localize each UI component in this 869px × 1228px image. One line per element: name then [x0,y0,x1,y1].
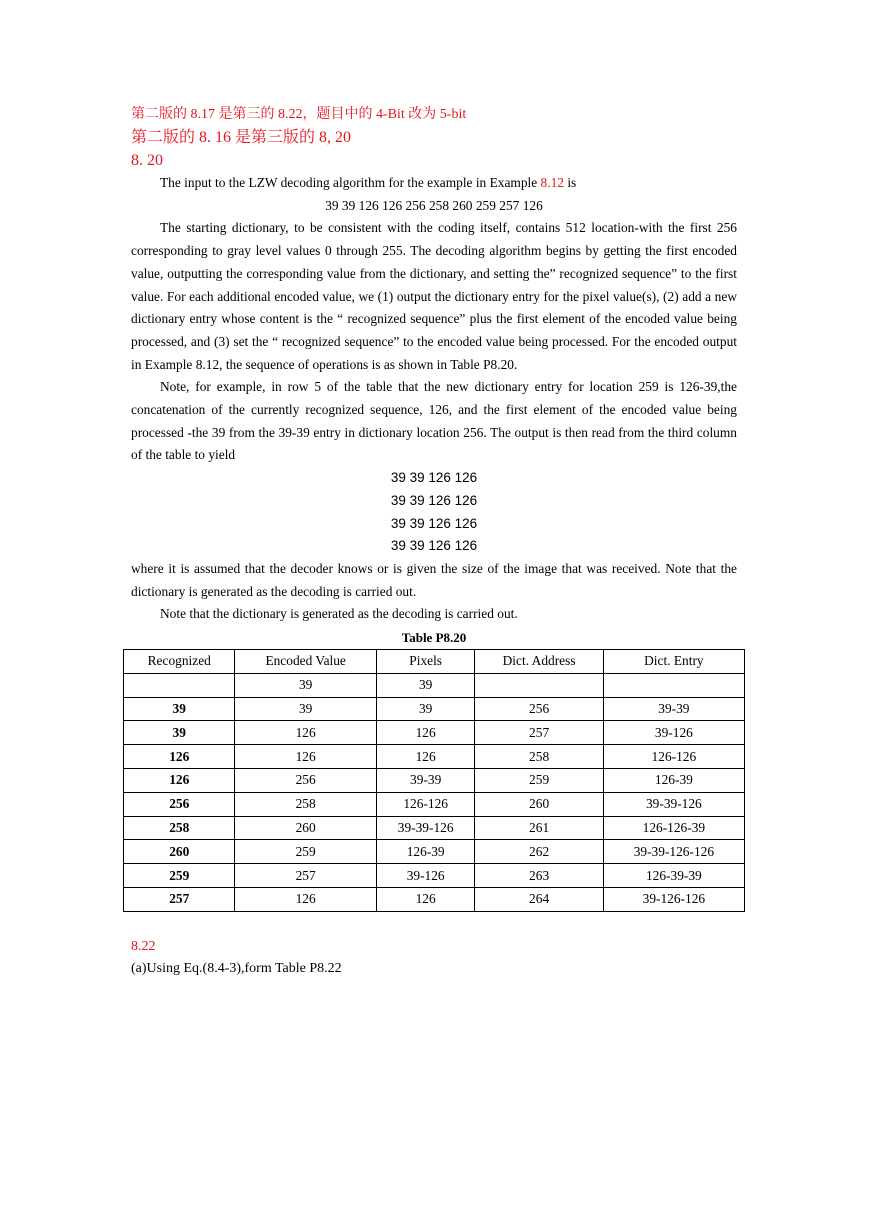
table-cell: 39-126 [376,864,475,888]
table-row [124,721,745,745]
intro-prefix: The input to the LZW decoding algorithm for the example in Example [160,175,541,190]
input-sequence: 39 39 126 126 256 258 260 259 257 126 [325,197,543,213]
dictionary-paragraph: The starting dictionary, to be consistent with the coding itself, contains 512 location-with the first 256 corresponding to gray level values 0 through 255. The decoding algorithm begins by getting the first encoded value, outputting the corresponding value from the dictionary, and setting the” recognized sequence” to the first value. For each additional encoded value, we (1) output the dictionary entry for the pixel value(s), (2) add a new dictionary entry whose content is the “ recognized sequence” plus the first element of the encoded value being processed, and (3) set the “ recognized sequence” to the encoded value being processed. For the encoded output in Example 8.12, the sequence of operations is as shown in Table P8.20. [131,220,737,372]
table-cell: 126-126-39 [603,816,744,840]
table-header-row [124,650,745,674]
assumption-paragraph: where it is assumed that the decoder knows or is given the size of the image that was received. Note that the dictionary is generated as the decoding is carried out. [131,560,737,599]
table-cell: 39 [124,697,235,721]
table-cell: 126-126 [603,745,744,769]
table-cell: 260 [124,840,235,864]
table-cell: 258 [475,745,603,769]
table-cell: 258 [124,816,235,840]
table-cell: 39 [376,673,475,697]
table-cell: 259 [475,769,603,793]
table-cell: 39-126 [603,721,744,745]
table-row [124,673,745,697]
table-cell [475,673,603,697]
table-row [124,792,745,816]
table-caption: Table P8.20 [401,630,467,646]
next-problem-heading: 8.22 [131,938,156,954]
table-cell: 257 [475,721,603,745]
table-cell: 259 [124,864,235,888]
table-cell: 256 [475,697,603,721]
table-cell: 39 [235,673,376,697]
table-cell: 260 [235,816,376,840]
table-cell: 39 [124,721,235,745]
final-note-paragraph: Note that the dictionary is generated as the decoding is carried out. [160,606,518,622]
decoding-table [123,649,745,912]
table-cell: 126 [376,888,475,912]
table-cell: 126 [124,769,235,793]
problem-heading: 8. 20 [131,152,163,169]
edition-note-1: 第二版的 8.17 是第三的 8.22，题目中的 4-Bit 改为 5-bit [131,107,467,122]
table-row [124,745,745,769]
table-cell [124,673,235,697]
table-row [124,697,745,721]
table-row [124,840,745,864]
table-cell: 126 [235,745,376,769]
output-row: 39 39 126 126 [390,515,478,531]
table-cell: 39-39 [603,697,744,721]
column-header: Encoded Value [235,650,376,674]
table-cell: 126-126 [376,792,475,816]
output-block [131,467,737,558]
intro-suffix: is [563,175,577,190]
table-cell: 257 [235,864,376,888]
table-cell: 263 [475,864,603,888]
table-row [124,816,745,840]
output-row: 39 39 126 126 [390,470,478,486]
table-cell: 258 [235,792,376,816]
output-row: 39 39 126 126 [390,538,478,554]
table-cell: 126 [235,721,376,745]
next-problem-line: (a)Using Eq.(8.4-3),form Table P8.22 [131,960,342,976]
table-cell: 39 [235,697,376,721]
column-header: Recognized [124,650,235,674]
table-cell [603,673,744,697]
table-cell: 126-39-39 [603,864,744,888]
table-row [124,769,745,793]
edition-note-2: 第二版的 8. 16 是第三版的 8, 20 [131,129,352,146]
table-cell: 126 [376,721,475,745]
table-cell: 39-39-126 [603,792,744,816]
table-cell: 262 [475,840,603,864]
table-cell: 39-39 [376,769,475,793]
table-cell: 261 [475,816,603,840]
table-cell: 126 [124,745,235,769]
table-cell: 256 [124,792,235,816]
table-cell: 257 [124,888,235,912]
table-cell: 39 [376,697,475,721]
table-cell: 126-39 [603,769,744,793]
table-cell: 126 [235,888,376,912]
table-row [124,864,745,888]
table-cell: 259 [235,840,376,864]
table-cell: 39-39-126 [376,816,475,840]
table-body [124,673,745,911]
intro-paragraph [131,172,737,195]
table-cell: 126 [376,745,475,769]
table-cell: 256 [235,769,376,793]
table-row [124,888,745,912]
table-cell: 39-39-126-126 [603,840,744,864]
column-header: Dict. Address [475,650,603,674]
table-cell: 39-126-126 [603,888,744,912]
table-cell: 264 [475,888,603,912]
document-page [131,104,737,980]
output-row: 39 39 126 126 [390,492,478,508]
example-reference: 8.12 [540,175,564,190]
column-header: Pixels [376,650,475,674]
note-paragraph: Note, for example, in row 5 of the table that the new dictionary entry for location 259 is 126-39,the concatenation of the currently recognized sequence, 126, and the first element of the encoded value being processed -the 39 from the 39-39 entry in dictionary location 256. The output is then read from the third column of the table to yield [131,379,737,463]
table-cell: 126-39 [376,840,475,864]
table-cell: 260 [475,792,603,816]
column-header: Dict. Entry [603,650,744,674]
